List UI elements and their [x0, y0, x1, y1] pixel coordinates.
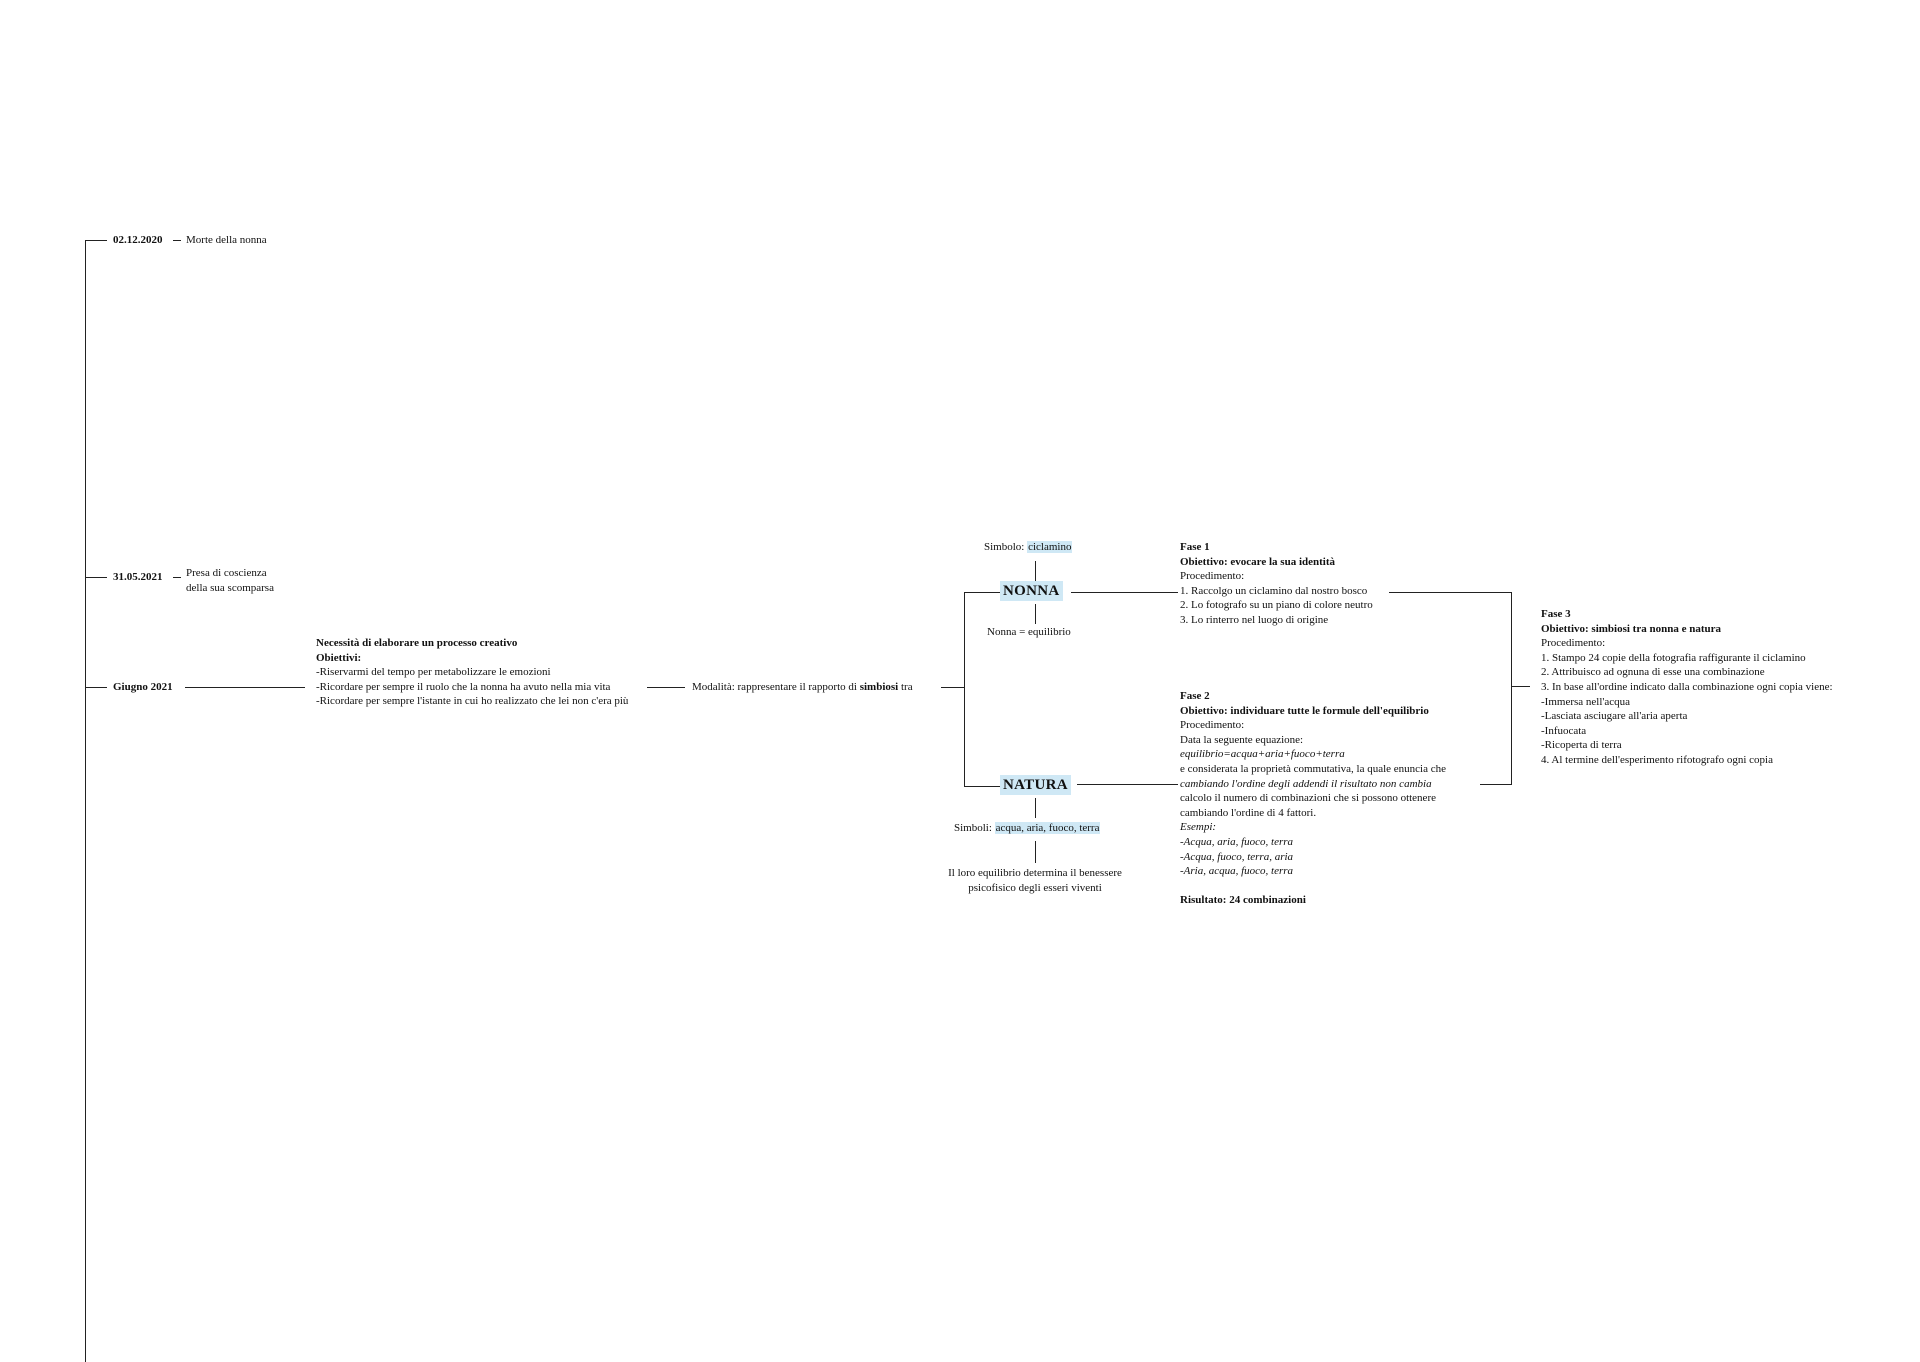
fase1-procedure-label: Procedimento:	[1180, 570, 1245, 583]
date-3: Giugno 2021	[113, 681, 173, 693]
merge-to-fase3	[1511, 686, 1530, 687]
connector-date-necessity	[185, 687, 305, 688]
nonna-eq-stem	[1035, 604, 1036, 624]
objective-item: -Ricordare per sempre il ruolo che la nonna ha avuto nella mia vita	[316, 680, 611, 693]
fase1-goal: Obiettivo: evocare la sua identità	[1180, 555, 1335, 568]
fase3-step: 1. Stampo 24 copie della fotografia raffigurante il ciclamino	[1541, 651, 1806, 664]
fase2-example: -Aria, acqua, fuoco, terra	[1180, 865, 1294, 878]
objective-item: -Ricordare per sempre l'istante in cui ho realizzato che lei non c'era più	[316, 695, 629, 708]
fase2-procedure-label: Procedimento:	[1180, 719, 1245, 732]
objectives-label: Obiettivi:	[316, 651, 362, 664]
modality-text	[692, 680, 913, 695]
fase2-goal: Obiettivo: individuare tutte le formule dell'equilibrio	[1180, 704, 1429, 717]
fase2-line-1: Data la seguente equazione:	[1180, 733, 1304, 746]
fase3-procedure-label: Procedimento:	[1541, 637, 1606, 650]
modality-prefix: Modalità: rappresentare il rapporto di	[692, 681, 860, 693]
nonna-to-fase1	[1071, 592, 1178, 593]
fase3-goal: Obiettivo: simbiosi tra nonna e natura	[1541, 622, 1721, 635]
nonna-node: NONNA	[1000, 581, 1063, 601]
event-2-line-2: della sua scomparsa	[186, 581, 274, 594]
timeline-axis	[85, 240, 86, 1362]
nonna-symbol-value: ciclamino	[1028, 541, 1072, 553]
necessity-block	[316, 636, 628, 709]
event-1: Morte della nonna	[186, 234, 267, 246]
fase1-step: 2. Lo fotografo su un piano di colore neutro	[1180, 599, 1373, 612]
fase3-step: -Ricoperta di terra	[1541, 739, 1622, 752]
fase3-step: -Infuocata	[1541, 724, 1587, 737]
fase2-line-4: cambiando l'ordine di 4 fattori.	[1180, 806, 1317, 819]
fase1-title: Fase 1	[1180, 541, 1210, 553]
fase3-step: 4. Al termine dell'esperimento rifotografo ogni copia	[1541, 753, 1773, 766]
fase2-out	[1480, 784, 1511, 785]
branch-to-natura	[964, 786, 1001, 787]
connector-necessity-modality	[647, 687, 685, 688]
modality-bold: simbiosi	[859, 681, 899, 693]
fase1-step: 1. Raccolgo un ciclamino dal nostro bosco	[1180, 584, 1368, 597]
natura-note	[925, 866, 1145, 895]
natura-symbol-value: acqua, aria, fuoco, terra	[995, 822, 1100, 834]
modality-suffix: tra	[898, 681, 913, 693]
nonna-symbol	[984, 540, 1072, 555]
objective-item: -Riservarmi del tempo per metabolizzare le emozioni	[316, 666, 551, 679]
fase2-equation: equilibrio=acqua+aria+fuoco+terra	[1180, 748, 1345, 761]
fase3-step: 3. In base all'ordine indicato dalla combinazione ogni copia viene:	[1541, 680, 1833, 693]
fase1-step: 3. Lo rinterro nel luogo di origine	[1180, 613, 1329, 626]
tick-3	[85, 687, 107, 688]
fase2-property: cambiando l'ordine degli addendi il risultato non cambia	[1180, 777, 1432, 790]
date-1: 02.12.2020	[113, 234, 163, 246]
fase2-examples-label: Esempi:	[1180, 821, 1217, 834]
nonna-symbol-stem	[1035, 561, 1036, 581]
fase1-out	[1389, 592, 1511, 593]
event-2-line-1: Presa di coscienza	[186, 567, 267, 579]
natura-note-line-2: psicofisico degli esseri viventi	[968, 881, 1102, 894]
natura-symbol-prefix: Simboli:	[954, 822, 995, 834]
fase3-step: 2. Attribuisco ad ognuna di esse una combinazione	[1541, 666, 1765, 679]
fase2-block	[1180, 689, 1446, 908]
natura-to-fase2	[1077, 784, 1178, 785]
fase2-line-2: e considerata la proprietà commutativa, la quale enuncia che	[1180, 762, 1447, 775]
event-2	[186, 566, 274, 595]
fase3-step: -Lasciata asciugare all'aria aperta	[1541, 710, 1688, 723]
connector-modality-branch	[941, 687, 964, 688]
natura-symbol-stem	[1035, 798, 1036, 818]
fase2-example: -Acqua, fuoco, terra, aria	[1180, 850, 1294, 863]
tick-2	[85, 577, 107, 578]
necessity-title: Necessità di elaborare un processo creativo	[316, 637, 518, 649]
nonna-symbol-prefix: Simbolo:	[984, 541, 1028, 553]
fase2-line-3: calcolo il numero di combinazioni che si possono ottenere	[1180, 792, 1436, 805]
natura-note-stem	[1035, 841, 1036, 863]
tick-1	[85, 240, 107, 241]
fase3-step: -Immersa nell'acqua	[1541, 695, 1631, 708]
tick-1-dash	[173, 240, 181, 241]
natura-note-line-1: Il loro equilibrio determina il benessere	[948, 867, 1122, 879]
tick-2-dash	[173, 577, 181, 578]
fase1-block	[1180, 540, 1373, 628]
date-2: 31.05.2021	[113, 571, 163, 583]
fase2-result: Risultato: 24 combinazioni	[1180, 894, 1306, 907]
fase3-title: Fase 3	[1541, 608, 1571, 620]
natura-node: NATURA	[1000, 775, 1071, 795]
branch-vertical	[964, 592, 965, 786]
branch-to-nonna	[964, 592, 1001, 593]
fase2-spacer	[1180, 879, 1446, 894]
merge-vertical	[1511, 592, 1512, 785]
fase2-title: Fase 2	[1180, 690, 1210, 702]
nonna-equation: Nonna = equilibrio	[987, 626, 1071, 638]
natura-symbols	[954, 821, 1100, 836]
fase2-example: -Acqua, aria, fuoco, terra	[1180, 835, 1294, 848]
fase3-block	[1541, 607, 1833, 768]
